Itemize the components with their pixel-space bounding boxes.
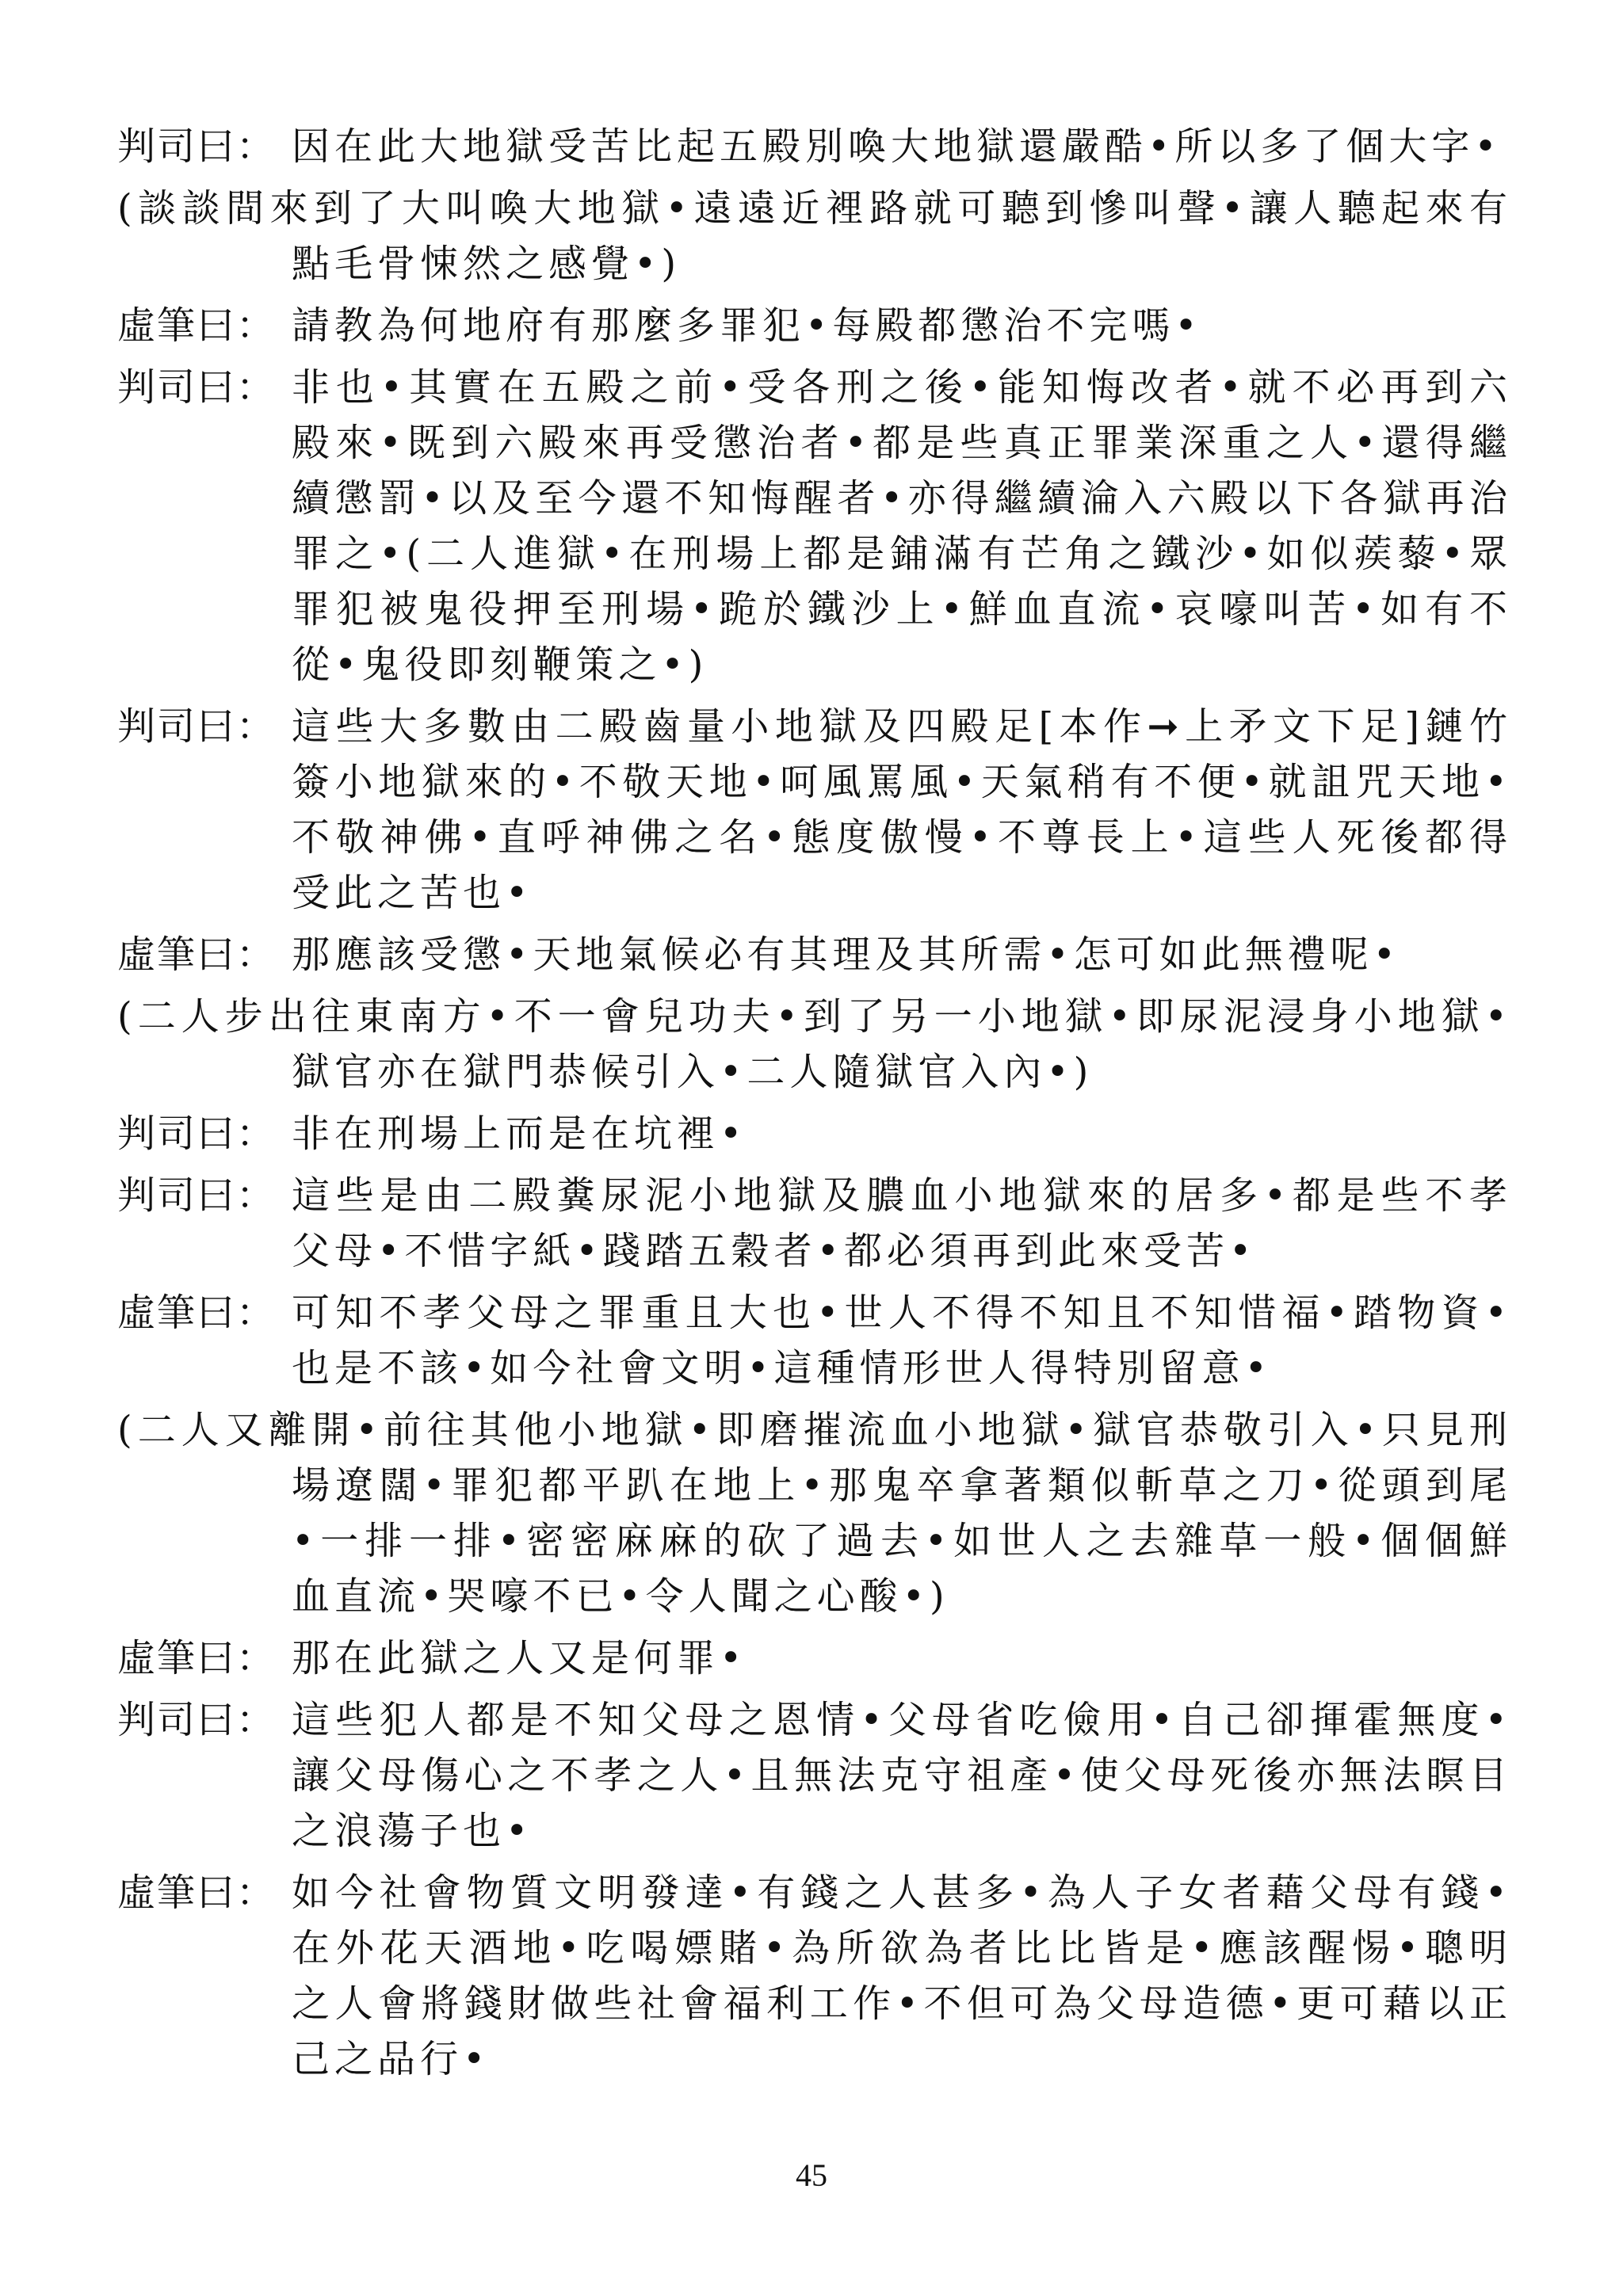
speech-text: 這些犯人都是不知父母之恩情•父母省吃儉用•自己卻揮霍無度•讓父母傷心之不孝之人•且無法克守祖產•使父母死後亦無法瞑目之浪蕩子也•	[292, 1698, 1512, 1853]
speaker-label: 判司曰：	[117, 1112, 277, 1156]
narration-text: (二人步出往東南方•不一會兒功夫•到了另一小地獄•即尿泥浸身小地獄•獄官亦在獄門恭候引入•二人隨獄官入內•)	[117, 994, 1512, 1094]
page-number: 45	[796, 2157, 827, 2193]
speaker-label: 判司曰：	[117, 365, 277, 410]
dialogue-entry	[117, 1692, 1512, 1859]
speaker-label: 虛筆曰：	[117, 1636, 277, 1680]
speech-text: 請教為何地府有那麼多罪犯•每殿都懲治不完嗎•	[292, 303, 1202, 348]
dialogue-entry	[117, 298, 1512, 353]
dialogue-entry	[117, 927, 1512, 982]
speech-text: 非也•其實在五殿之前•受各刑之後•能知悔改者•就不必再到六殿來•既到六殿來再受懲治者•都是些真正罪業深重之人•還得繼續懲罰•以及至今還不知悔醒者•亦得繼續淪入六殿以下各獄再治罪之•(二人進獄•在刑場上都是鋪滿有芒角之鐵沙•如似蒺藜•眾罪犯被鬼役押至刑場•跪於鐵沙上•鮮血直流•哀嚎叫苦•如有不從•鬼役即刻鞭策之•)	[292, 365, 1512, 687]
dialogue-entry	[117, 360, 1512, 692]
dialogue-text	[117, 119, 1512, 2093]
speech-text: 因在此大地獄受苦比起五殿別喚大地獄還嚴酷•所以多了個大字•	[292, 124, 1502, 169]
dialogue-entry	[117, 1865, 1512, 2087]
narration-text: (二人又離開•前往其他小地獄•即磨摧流血小地獄•獄官恭敬引入•只見刑場遼闊•罪犯都平趴在地上•那鬼卒拿著類似斬草之刀•從頭到尾•一排一排•密密麻麻的砍了過去•如世人之去雜草一般•個個鮮血直流•哭嚎不已•令人聞之心酸•)	[117, 1408, 1512, 1619]
speech-text: 非在刑場上而是在坑裡•	[292, 1112, 747, 1156]
speaker-label: 判司曰：	[117, 124, 277, 169]
speaker-label: 虛筆曰：	[117, 1291, 277, 1335]
speech-text: 這些是由二殿糞尿泥小地獄及膿血小地獄來的居多•都是些不孝父母•不惜字紙•踐踏五穀者•都必須再到此來受苦•	[292, 1173, 1512, 1273]
dialogue-entry	[117, 119, 1512, 174]
speaker-label: 判司曰：	[117, 1698, 277, 1742]
speaker-label: 判司曰：	[117, 704, 277, 749]
speech-text: 那應該受懲•天地氣候必有其理及其所需•怎可如此無禮呢•	[292, 933, 1400, 977]
speaker-label: 虛筆曰：	[117, 303, 277, 348]
speech-text: 如今社會物質文明發達•有錢之人甚多•為人子女者藉父母有錢•在外花天酒地•吃喝嫖賭•為所欲為者比比皆是•應該醒惕•聰明之人會將錢財做些社會福利工作•不但可為父母造德•更可藉以正己之品行•	[292, 1871, 1512, 2081]
dialogue-entry	[117, 699, 1512, 921]
narration-text: (談談間來到了大叫喚大地獄•遠遠近裡路就可聽到慘叫聲•讓人聽起來有點毛骨悚然之感覺•)	[117, 186, 1512, 286]
speaker-label: 判司曰：	[117, 1173, 277, 1218]
speech-text: 這些大多數由二殿齒量小地獄及四殿足[本作➞上矛文下足]鏈竹簽小地獄來的•不敬天地•呵風罵風•天氣稍有不便•就詛咒天地•不敬神佛•直呼神佛之名•態度傲慢•不尊長上•這些人死後都得受此之苦也•	[292, 704, 1512, 915]
speaker-label: 虛筆曰：	[117, 933, 277, 977]
speech-text: 那在此獄之人又是何罪•	[292, 1636, 747, 1680]
dialogue-entry	[117, 1285, 1512, 1396]
dialogue-entry	[117, 1630, 1512, 1686]
speaker-label: 虛筆曰：	[117, 1871, 277, 1915]
dialogue-entry	[117, 1168, 1512, 1279]
speech-text: 可知不孝父母之罪重且大也•世人不得不知且不知惜福•踏物資•也是不該•如今社會文明•這種情形世人得特別留意•	[292, 1291, 1512, 1390]
dialogue-entry	[117, 1106, 1512, 1161]
